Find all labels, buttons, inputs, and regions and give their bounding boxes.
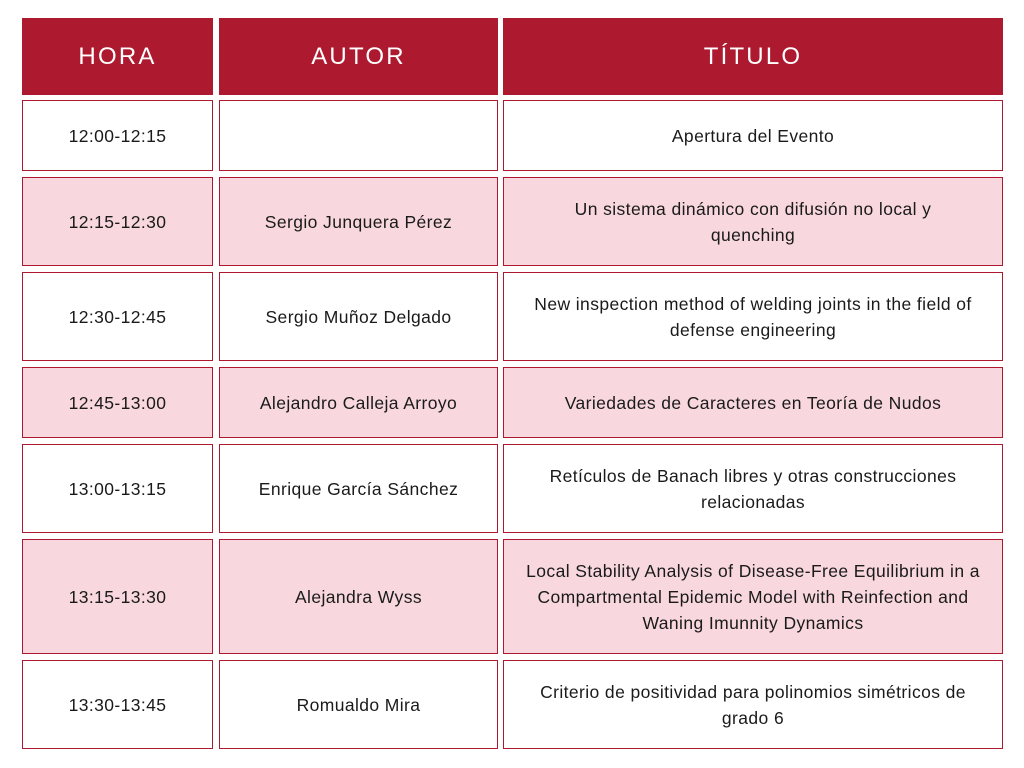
row-hora-text: 12:15-12:30 (68, 211, 167, 232)
header-hora-label: HORA (78, 42, 157, 70)
row-3-autor (219, 272, 498, 361)
row-hora-text: 12:30-12:45 (68, 306, 167, 327)
row-autor-text: Enrique García Sánchez (258, 478, 459, 499)
row-autor-text: Sergio Junquera Pérez (264, 211, 453, 232)
row-5-hora (22, 444, 213, 533)
header-autor (219, 18, 498, 95)
row-titulo-text: Variedades de Caracteres en Teoría de Nudos (564, 392, 942, 413)
row-titulo-text: Criterio de positividad para polinomios simétricos de grado 6 (540, 681, 966, 728)
row-hora-text: 13:30-13:45 (68, 694, 167, 715)
row-autor-text: Alejandro Calleja Arroyo (259, 392, 458, 413)
row-titulo-text: Un sistema dinámico con difusión no local y quenching (574, 198, 932, 245)
row-7-autor (219, 660, 498, 749)
header-hora (22, 18, 213, 95)
row-autor-text: Sergio Muñoz Delgado (265, 306, 452, 327)
row-autor-text: Alejandra Wyss (294, 586, 422, 607)
row-5-autor (219, 444, 498, 533)
row-4-autor (219, 367, 498, 438)
row-autor-text: Romualdo Mira (296, 694, 421, 715)
row-3-titulo (503, 272, 1003, 361)
row-1-autor (219, 100, 498, 171)
row-hora-text: 13:00-13:15 (68, 478, 167, 499)
row-7-titulo (503, 660, 1003, 749)
row-5-titulo (503, 444, 1003, 533)
row-titulo-text: Local Stability Analysis of Disease-Free Equilibrium in a Compartmental Epidemic Model with Reinfection and Waning Imunnity Dynamics (526, 560, 980, 633)
row-1-titulo (503, 100, 1003, 171)
row-6-autor (219, 539, 498, 654)
header-titulo-label: TÍTULO (703, 42, 803, 70)
header-titulo (503, 18, 1003, 95)
row-titulo-text: Retículos de Banach libres y otras construcciones relacionadas (549, 465, 957, 512)
header-autor-label: AUTOR (311, 42, 406, 70)
row-4-titulo (503, 367, 1003, 438)
row-2-hora (22, 177, 213, 266)
row-hora-text: 12:00-12:15 (68, 125, 167, 146)
row-2-autor (219, 177, 498, 266)
row-hora-text: 12:45-13:00 (68, 392, 167, 413)
row-4-hora (22, 367, 213, 438)
row-titulo-text: Apertura del Evento (671, 125, 835, 146)
row-6-titulo (503, 539, 1003, 654)
row-3-hora (22, 272, 213, 361)
row-hora-text: 13:15-13:30 (68, 586, 167, 607)
row-6-hora (22, 539, 213, 654)
row-1-hora (22, 100, 213, 171)
row-7-hora (22, 660, 213, 749)
row-2-titulo (503, 177, 1003, 266)
row-titulo-text: New inspection method of welding joints in the field of defense engineering (534, 293, 972, 340)
